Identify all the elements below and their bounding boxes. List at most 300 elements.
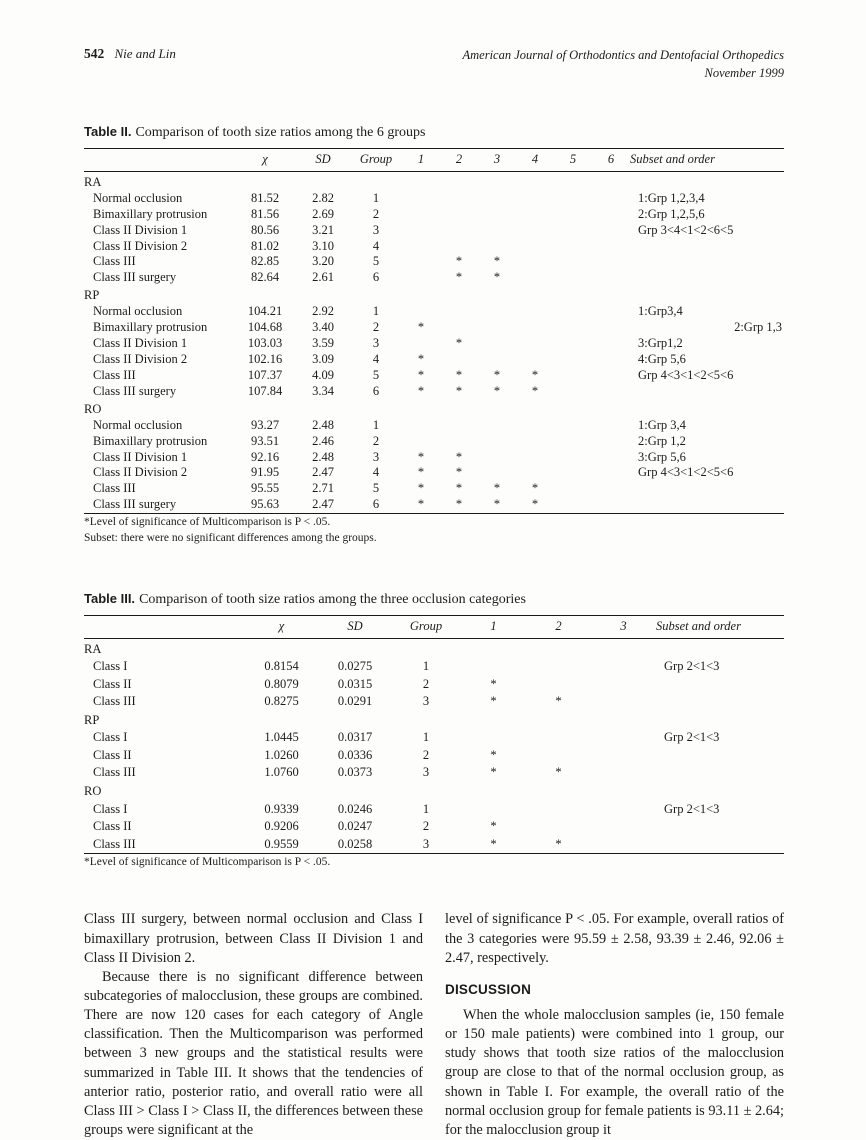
row-label: Class III <box>93 481 136 496</box>
significance-mark <box>554 433 592 449</box>
row-label: Class III surgery <box>93 497 177 512</box>
significance-mark <box>478 433 516 449</box>
significance-mark <box>592 320 630 336</box>
significance-mark <box>402 335 440 351</box>
group-number: 6 <box>372 270 380 285</box>
significance-mark: * <box>455 449 463 464</box>
subset-order-value: 3:Grp 5,6 <box>638 449 686 464</box>
row-label: Normal occlusion <box>93 304 183 319</box>
body-paragraph: Because there is no significant difference between subcategories of malocclusion, these groups are combined. There are now 120 cases for each category of Angle classification. Then the Multicomparison was performed between 3 new groups and the statistical results were summarized in Table III. It shows that the tendencies of anterior ratio, posterior ratio, and overall ratio were all Class III > Class I > Class II, the differences between these groups were significant at the <box>84 968 423 1139</box>
row-label: Class I <box>93 801 128 816</box>
table3-footnote-significance: *Level of significance of Multicomparison is P < .05. <box>84 855 331 868</box>
table-row <box>84 449 784 465</box>
group-number: 2 <box>422 819 430 834</box>
running-head <box>84 46 784 82</box>
significance-mark <box>440 417 478 433</box>
table2-title: Comparison of tooth size ratios among the 6 groups <box>135 125 426 141</box>
row-label: Class III <box>93 836 136 851</box>
significance-mark: * <box>455 497 463 512</box>
row-label: Class II Division 1 <box>93 449 188 464</box>
significance-mark: * <box>417 497 425 512</box>
subset-order-value: 1:Grp 3,4 <box>638 417 686 432</box>
significance-mark <box>516 254 554 270</box>
row-label: Class I <box>93 730 128 745</box>
column-header-subset-and-order: Subset and order <box>656 616 784 639</box>
table-section-row <box>84 710 784 729</box>
section-label: RP <box>84 288 100 303</box>
table2-footnote-subset: Subset: there were no significant differences among the groups. <box>84 532 377 545</box>
significance-mark <box>516 351 554 367</box>
group-number: 6 <box>372 497 380 512</box>
table-row <box>84 320 784 336</box>
sd-value: 0.0291 <box>337 694 373 709</box>
chi-value: 0.9559 <box>264 836 299 851</box>
table-row <box>84 417 784 433</box>
table3-label: Table III. <box>84 591 136 606</box>
significance-mark <box>554 222 592 238</box>
significance-mark: * <box>493 367 501 382</box>
row-label: Bimaxillary protrusion <box>93 433 208 448</box>
sd-value: 3.10 <box>312 238 334 253</box>
significance-mark <box>516 417 554 433</box>
group-number: 4 <box>372 351 380 366</box>
table-row <box>84 254 784 270</box>
subset-order-value: Grp 2<1<3 <box>664 730 720 745</box>
significance-mark <box>592 190 630 206</box>
significance-mark: * <box>490 676 497 691</box>
significance-mark <box>591 818 656 836</box>
table3 <box>84 615 784 854</box>
significance-mark <box>554 254 592 270</box>
group-number: 1 <box>372 417 380 432</box>
significance-mark: * <box>493 481 501 496</box>
significance-mark <box>554 304 592 320</box>
significance-mark <box>592 270 630 286</box>
table-row <box>84 383 784 399</box>
significance-mark <box>592 304 630 320</box>
significance-mark <box>440 351 478 367</box>
significance-mark <box>592 497 630 513</box>
column-header-empty <box>84 149 234 172</box>
significance-mark <box>478 465 516 481</box>
subset-order-value <box>630 254 784 270</box>
column-header-group: Group <box>391 616 461 639</box>
row-label: Class II Division 2 <box>93 238 188 253</box>
table-section-row <box>84 172 784 190</box>
group-number: 3 <box>372 336 380 351</box>
discussion-heading: DISCUSSION <box>445 981 532 997</box>
significance-mark <box>402 270 440 286</box>
sd-value: 2.47 <box>312 497 334 512</box>
subset-order-value: Grp 4<3<1<2<5<6 <box>638 465 734 480</box>
chi-value: 107.37 <box>247 367 283 382</box>
sd-value: 2.46 <box>312 433 334 448</box>
subset-order-value <box>656 746 784 764</box>
significance-mark <box>592 238 630 254</box>
row-label: Class III surgery <box>93 383 177 398</box>
group-number: 3 <box>422 836 430 851</box>
significance-mark <box>591 800 656 818</box>
column-header-group-5: 5 <box>554 149 592 172</box>
significance-mark <box>592 433 630 449</box>
subset-order-value <box>656 818 784 836</box>
significance-mark <box>591 729 656 747</box>
significance-mark <box>440 206 478 222</box>
significance-mark <box>516 335 554 351</box>
significance-mark <box>554 497 592 513</box>
table-row <box>84 693 784 711</box>
significance-mark: * <box>455 254 463 269</box>
chi-value: 1.0760 <box>264 765 299 780</box>
section-label: RA <box>84 174 102 189</box>
row-label: Class III <box>93 367 136 382</box>
table2 <box>84 148 784 513</box>
sd-value: 2.82 <box>312 190 334 205</box>
table-row <box>84 433 784 449</box>
significance-mark: * <box>490 765 497 780</box>
significance-mark <box>554 449 592 465</box>
table-row <box>84 238 784 254</box>
table2-label: Table II. <box>84 124 132 140</box>
chi-value: 107.84 <box>247 383 283 398</box>
significance-mark: * <box>490 694 497 709</box>
significance-mark <box>592 417 630 433</box>
significance-mark <box>516 270 554 286</box>
significance-mark <box>554 383 592 399</box>
group-number: 1 <box>372 190 380 205</box>
chi-value: 0.8275 <box>264 694 299 709</box>
subset-order-value: Grp 2<1<3 <box>664 659 720 674</box>
significance-mark <box>526 729 591 747</box>
table2-footnote-significance: *Level of significance of Multicomparison is P < .05. <box>84 515 331 528</box>
running-head-right <box>463 46 785 82</box>
sd-value: 0.0373 <box>337 765 373 780</box>
significance-mark <box>516 320 554 336</box>
table-row <box>84 190 784 206</box>
significance-mark <box>554 320 592 336</box>
sd-value: 4.09 <box>312 367 334 382</box>
group-number: 6 <box>372 383 380 398</box>
significance-mark: * <box>417 481 425 496</box>
row-label: Bimaxillary protrusion <box>93 206 208 221</box>
subset-order-value <box>630 497 784 513</box>
significance-mark <box>478 417 516 433</box>
group-number: 2 <box>372 320 380 335</box>
section-label: RP <box>84 712 100 727</box>
column-header-group-1: 1 <box>402 149 440 172</box>
sd-value: 3.59 <box>312 336 334 351</box>
column-header-group-6: 6 <box>592 149 630 172</box>
significance-mark <box>526 675 591 693</box>
significance-mark: * <box>455 481 463 496</box>
group-number: 1 <box>422 659 430 674</box>
significance-mark: * <box>417 320 425 335</box>
chi-value: 0.9339 <box>264 801 299 816</box>
significance-mark <box>402 222 440 238</box>
sd-value: 2.71 <box>312 481 334 496</box>
chi-value: 1.0260 <box>264 747 299 762</box>
chi-value: 92.16 <box>250 449 280 464</box>
sd-value: 0.0258 <box>337 836 373 851</box>
significance-mark <box>478 238 516 254</box>
subset-order-value <box>656 693 784 711</box>
table-section-row <box>84 781 784 800</box>
chi-value: 82.64 <box>250 270 280 285</box>
chi-value: 93.27 <box>250 417 280 432</box>
significance-mark <box>478 190 516 206</box>
table-row <box>84 658 784 676</box>
significance-mark <box>440 222 478 238</box>
group-number: 3 <box>372 222 380 237</box>
group-number: 2 <box>372 206 380 221</box>
column-header-sd: SD <box>296 149 350 172</box>
significance-mark <box>591 693 656 711</box>
significance-mark <box>516 304 554 320</box>
group-number: 4 <box>372 238 380 253</box>
significance-mark <box>554 270 592 286</box>
significance-mark: * <box>455 336 463 351</box>
significance-mark <box>554 206 592 222</box>
significance-mark <box>440 433 478 449</box>
subset-order-value: 2:Grp 1,3 <box>734 320 782 335</box>
authors: Nie and Lin <box>114 46 176 61</box>
column-header-chi: χ <box>234 149 296 172</box>
group-number: 3 <box>422 765 430 780</box>
section-label: RO <box>84 783 102 798</box>
table-row <box>84 465 784 481</box>
column-header-group-2: 2 <box>526 616 591 639</box>
significance-mark <box>516 190 554 206</box>
chi-value: 81.02 <box>250 238 280 253</box>
sd-value: 2.48 <box>312 449 334 464</box>
body-paragraph: Class III surgery, between normal occlusion and Class I bimaxillary protrusion, between Class II Division 1 and Class II Division 2. <box>84 911 423 966</box>
column-header-group-1: 1 <box>461 616 526 639</box>
subset-order-value: 1:Grp 1,2,3,4 <box>638 190 705 205</box>
body-paragraph: When the whole malocclusion samples (ie, 150 female or 150 male patients) were combined into 1 group, our study shows that tooth size ratios of the malocclusion group are close to that of the normal occlusion group, as shown in Table I. For example, the overall ratio of the normal occlusion group for female patients is 93.11 ± 2.64; for the malocclusion group it <box>445 1006 784 1138</box>
significance-mark <box>554 335 592 351</box>
subset-order-value <box>656 675 784 693</box>
sd-value: 3.34 <box>312 383 334 398</box>
table-header-row <box>84 616 784 639</box>
sd-value: 0.0275 <box>337 659 373 674</box>
table-row <box>84 746 784 764</box>
column-header-group-4: 4 <box>516 149 554 172</box>
group-number: 3 <box>372 449 380 464</box>
subset-order-value: Grp 2<1<3 <box>664 801 720 816</box>
significance-mark <box>554 465 592 481</box>
chi-value: 91.95 <box>250 465 280 480</box>
table3-caption <box>84 591 784 608</box>
significance-mark <box>591 835 656 853</box>
column-header-subset-and-order: Subset and order <box>630 149 784 172</box>
running-head-left <box>84 46 176 62</box>
text-column-left <box>84 910 423 1140</box>
significance-mark <box>554 238 592 254</box>
subset-order-value <box>630 481 784 497</box>
group-number: 2 <box>372 433 380 448</box>
subset-order-value <box>630 238 784 254</box>
row-label: Class II <box>93 747 132 762</box>
significance-mark: * <box>531 367 539 382</box>
significance-mark: * <box>493 254 501 269</box>
text-column-right <box>445 910 784 1140</box>
significance-mark <box>402 206 440 222</box>
row-label: Normal occlusion <box>93 190 183 205</box>
table-row <box>84 481 784 497</box>
column-header-group: Group <box>350 149 402 172</box>
significance-mark <box>402 254 440 270</box>
significance-mark <box>526 800 591 818</box>
significance-mark <box>592 481 630 497</box>
chi-value: 93.51 <box>250 433 280 448</box>
significance-mark <box>592 383 630 399</box>
significance-mark <box>516 433 554 449</box>
significance-mark <box>516 465 554 481</box>
subset-order-value: 4:Grp 5,6 <box>638 351 686 366</box>
chi-value: 104.21 <box>247 304 283 319</box>
table-row <box>84 497 784 513</box>
significance-mark: * <box>531 383 539 398</box>
sd-value: 3.21 <box>312 222 334 237</box>
significance-mark <box>461 729 526 747</box>
group-number: 3 <box>422 694 430 709</box>
significance-mark: * <box>555 694 562 709</box>
sd-value: 0.0315 <box>337 676 373 691</box>
chi-value: 102.16 <box>247 351 283 366</box>
significance-mark: * <box>455 367 463 382</box>
sd-value: 3.09 <box>312 351 334 366</box>
group-number: 5 <box>372 367 380 382</box>
significance-mark <box>402 433 440 449</box>
chi-value: 81.52 <box>250 190 280 205</box>
column-header-group-2: 2 <box>440 149 478 172</box>
row-label: Class II Division 1 <box>93 222 188 237</box>
significance-mark: * <box>555 765 562 780</box>
table-row <box>84 270 784 286</box>
sd-value: 0.0336 <box>337 747 373 762</box>
significance-mark <box>478 222 516 238</box>
chi-value: 95.63 <box>250 497 280 512</box>
table-row <box>84 835 784 853</box>
row-label: Class II <box>93 819 132 834</box>
significance-mark <box>554 481 592 497</box>
subset-order-value: Grp 3<4<1<2<6<5 <box>638 222 734 237</box>
group-number: 5 <box>372 481 380 496</box>
table-row <box>84 367 784 383</box>
subset-order-value: 2:Grp 1,2 <box>638 433 686 448</box>
column-header-empty <box>84 616 244 639</box>
row-label: Class II Division 2 <box>93 351 188 366</box>
sd-value: 2.48 <box>312 417 334 432</box>
significance-mark: * <box>490 747 497 762</box>
significance-mark: * <box>490 836 497 851</box>
section-label: RO <box>84 401 102 416</box>
column-header-group-3: 3 <box>591 616 656 639</box>
section-label: RA <box>84 641 102 656</box>
group-number: 1 <box>422 730 430 745</box>
significance-mark <box>402 304 440 320</box>
article-body <box>84 910 784 1140</box>
significance-mark <box>526 658 591 676</box>
table3-block <box>84 591 784 870</box>
sd-value: 2.47 <box>312 465 334 480</box>
significance-mark <box>516 238 554 254</box>
sd-value: 0.0247 <box>337 819 373 834</box>
group-number: 2 <box>422 747 430 762</box>
significance-mark: * <box>417 383 425 398</box>
significance-mark <box>526 818 591 836</box>
significance-mark <box>402 190 440 206</box>
significance-mark <box>516 222 554 238</box>
column-header-group-3: 3 <box>478 149 516 172</box>
subset-order-value <box>630 383 784 399</box>
significance-mark <box>554 190 592 206</box>
row-label: Class I <box>93 659 128 674</box>
significance-mark: * <box>455 465 463 480</box>
significance-mark <box>554 351 592 367</box>
significance-mark <box>402 417 440 433</box>
chi-value: 82.85 <box>250 254 280 269</box>
subset-order-value <box>656 835 784 853</box>
chi-value: 0.8154 <box>264 659 299 674</box>
significance-mark <box>461 800 526 818</box>
chi-value: 80.56 <box>250 222 280 237</box>
sd-value: 0.0317 <box>337 730 373 745</box>
table-section-row <box>84 286 784 304</box>
significance-mark <box>461 658 526 676</box>
table-row <box>84 351 784 367</box>
significance-mark <box>592 254 630 270</box>
page-number: 542 <box>84 46 105 61</box>
significance-mark <box>554 367 592 383</box>
column-header-sd: SD <box>319 616 391 639</box>
significance-mark <box>478 304 516 320</box>
row-label: Class III <box>93 254 136 269</box>
table-row <box>84 675 784 693</box>
row-label: Normal occlusion <box>93 417 183 432</box>
column-header-chi: χ <box>244 616 319 639</box>
group-number: 5 <box>372 254 380 269</box>
subset-order-value: 2:Grp 1,2,5,6 <box>638 206 705 221</box>
significance-mark <box>440 304 478 320</box>
row-label: Class III <box>93 694 136 709</box>
row-label: Class II Division 2 <box>93 465 188 480</box>
significance-mark <box>478 335 516 351</box>
sd-value: 3.40 <box>312 320 334 335</box>
significance-mark: * <box>555 836 562 851</box>
significance-mark <box>440 320 478 336</box>
table-row <box>84 729 784 747</box>
journal-title: American Journal of Orthodontics and Dentofacial Orthopedics <box>462 48 784 62</box>
subset-order-value: 3:Grp1,2 <box>638 336 683 351</box>
significance-mark: * <box>531 497 539 512</box>
sd-value: 2.92 <box>312 304 334 319</box>
table-row <box>84 335 784 351</box>
chi-value: 95.55 <box>250 481 280 496</box>
significance-mark <box>516 206 554 222</box>
significance-mark <box>591 675 656 693</box>
table-section-row <box>84 399 784 417</box>
table-header-row <box>84 149 784 172</box>
significance-mark: * <box>417 367 425 382</box>
subset-order-value <box>630 270 784 286</box>
chi-value: 0.8079 <box>264 676 299 691</box>
chi-value: 103.03 <box>247 336 283 351</box>
significance-mark <box>592 465 630 481</box>
significance-mark <box>440 190 478 206</box>
chi-value: 0.9206 <box>264 819 299 834</box>
significance-mark: * <box>493 383 501 398</box>
